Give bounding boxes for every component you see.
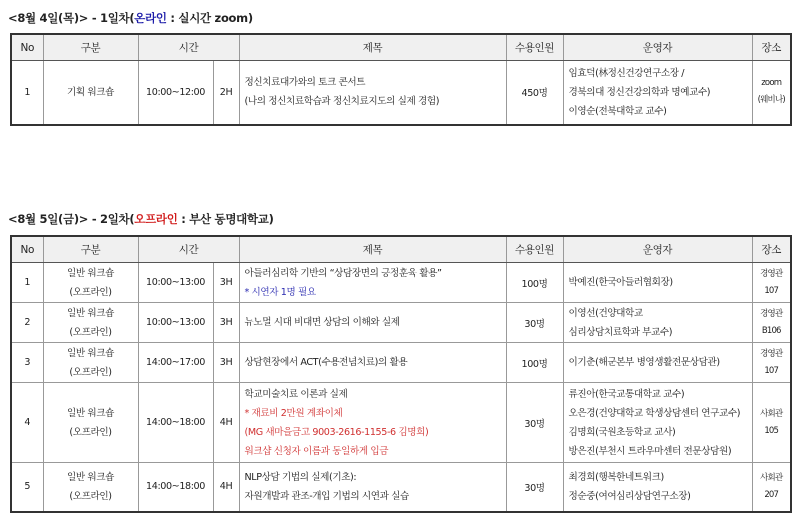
category-cell — [43, 383, 138, 463]
place-cell — [752, 383, 791, 463]
title-cell — [239, 383, 506, 463]
day1-schedule-table — [10, 33, 792, 126]
category-line: (오프라인) — [69, 490, 112, 502]
row-number: 1 — [11, 263, 43, 303]
title-line: (나의 정신치료학습과 정신치료지도의 실제 경험) — [244, 96, 440, 108]
row-number: 2 — [11, 303, 43, 343]
time-range: 14:00~17:00 — [138, 343, 213, 383]
host-line: 박예진(한국아들러협회장) — [568, 277, 673, 288]
place-line: B106 — [761, 325, 781, 336]
title-line: * 시연자 1명 필요 — [244, 286, 316, 298]
title-line: 자원개발과 관조-개입 기법의 시연과 실습 — [244, 490, 409, 502]
place-cell — [752, 303, 791, 343]
capacity: 30명 — [506, 383, 563, 463]
host-line: 이기춘(해군본부 병영생활전문상담관) — [568, 357, 720, 368]
capacity: 100명 — [506, 343, 563, 383]
title-line: (MG 새마을금고 9003-2616-1155-6 김명희) — [244, 426, 429, 438]
host-line: 김명희(국원초등학교 교사) — [568, 426, 676, 438]
day2-title-prefix: <8월 5일(금)> - 2일차( — [8, 212, 135, 226]
host-line: 이영선(건양대학교 — [568, 307, 643, 319]
place-line: 사회관 — [760, 408, 783, 419]
day1-title-suffix: : 실시간 zoom) — [166, 11, 253, 25]
category-cell — [43, 263, 138, 303]
category-cell — [43, 343, 138, 383]
duration: 2H — [213, 61, 239, 125]
category-line: 일반 워크숍 — [67, 407, 114, 419]
category-line: (오프라인) — [69, 426, 112, 438]
place-line: 105 — [764, 425, 779, 436]
title-cell — [239, 263, 506, 303]
header-row — [11, 34, 791, 61]
column-header-capacity: 수용인원 — [506, 34, 563, 61]
category-cell — [43, 61, 138, 125]
category-line: (오프라인) — [69, 286, 112, 298]
place-line: zoom — [761, 78, 782, 89]
place-line: (웨비나) — [757, 95, 785, 106]
title-line: * 재료비 2만원 계좌이체 — [244, 407, 343, 419]
title-cell — [239, 463, 506, 512]
time-range: 14:00~18:00 — [138, 383, 213, 463]
host-line: 심리상담치료학과 부교수) — [568, 326, 673, 338]
table-row — [11, 303, 791, 343]
host-line: 오은경(건양대학교 학생상담센터 연구교수) — [568, 407, 741, 419]
day1-mode-label: 온라인 — [134, 11, 167, 25]
place-line: 207 — [764, 489, 779, 500]
title-line: 워크샵 신청자 이름과 동일하게 입금 — [244, 445, 389, 457]
host-line: 경북의대 정신건강의학과 명예교수) — [568, 86, 711, 98]
capacity: 30명 — [506, 303, 563, 343]
hosts-cell — [563, 463, 752, 512]
title-cell — [239, 303, 506, 343]
host-line: 이영순(전북대학교 교수) — [568, 105, 667, 117]
hosts-cell — [563, 383, 752, 463]
day1-section-title — [8, 10, 253, 26]
title-cell — [239, 61, 506, 125]
category-line: 일반 워크숍 — [67, 347, 114, 359]
place-line: 107 — [764, 285, 779, 296]
place-line: 경영관 — [760, 308, 783, 319]
column-header-title: 제목 — [239, 236, 506, 263]
column-header-category: 구분 — [43, 236, 138, 263]
duration: 3H — [213, 343, 239, 383]
hosts-cell — [563, 61, 752, 125]
duration: 4H — [213, 463, 239, 512]
table-row — [11, 263, 791, 303]
title-line: NLP상담 기법의 실제(기초): — [244, 471, 357, 483]
time-range: 10:00~13:00 — [138, 263, 213, 303]
column-header-place: 장소 — [752, 236, 791, 263]
capacity: 450명 — [506, 61, 563, 125]
title-line: 정신치료대가와의 토크 콘서트 — [244, 77, 366, 89]
time-range: 14:00~18:00 — [138, 463, 213, 512]
row-number: 3 — [11, 343, 43, 383]
time-range: 10:00~12:00 — [138, 61, 213, 125]
category-line: 일반 워크숍 — [67, 307, 114, 319]
column-header-title: 제목 — [239, 34, 506, 61]
column-header-time: 시간 — [138, 34, 239, 61]
day2-title-suffix: : 부산 동명대학교) — [177, 212, 274, 226]
place-cell — [752, 263, 791, 303]
day2-mode-label: 오프라인 — [134, 212, 178, 226]
host-line: 최경희(행복한네트워크) — [568, 471, 664, 483]
hosts-cell — [563, 343, 752, 383]
header-row — [11, 236, 791, 263]
place-line: 107 — [764, 365, 779, 376]
column-header-place: 장소 — [752, 34, 791, 61]
table-row — [11, 343, 791, 383]
category-cell — [43, 303, 138, 343]
hosts-cell — [563, 303, 752, 343]
host-line: 임효덕(林정신건강연구소장 / — [568, 67, 685, 79]
title-line: 뉴노멀 시대 비대면 상담의 이해와 실제 — [244, 317, 400, 328]
duration: 4H — [213, 383, 239, 463]
table-row — [11, 383, 791, 463]
host-line: 방은진(부천시 트라우마센터 전문상담원) — [568, 445, 732, 457]
category-line: 기획 워크숍 — [67, 86, 114, 98]
column-header-category: 구분 — [43, 34, 138, 61]
hosts-cell — [563, 263, 752, 303]
day1-title-prefix: <8월 4일(목)> - 1일차( — [8, 11, 135, 25]
host-line: 류진아(한국교통대학교 교수) — [568, 388, 685, 400]
column-header-hosts: 운영자 — [563, 34, 752, 61]
column-header-no: No — [11, 34, 43, 61]
place-line: 경영관 — [760, 268, 783, 279]
category-line: (오프라인) — [69, 366, 112, 378]
column-header-hosts: 운영자 — [563, 236, 752, 263]
column-header-time: 시간 — [138, 236, 239, 263]
place-cell — [752, 343, 791, 383]
category-line: 일반 워크숍 — [67, 267, 114, 279]
category-line: (오프라인) — [69, 326, 112, 338]
table-row — [11, 463, 791, 512]
place-cell — [752, 463, 791, 512]
duration: 3H — [213, 303, 239, 343]
category-line: 일반 워크숍 — [67, 471, 114, 483]
column-header-no: No — [11, 236, 43, 263]
table-row — [11, 61, 791, 125]
row-number: 5 — [11, 463, 43, 512]
place-cell — [752, 61, 791, 125]
time-range: 10:00~13:00 — [138, 303, 213, 343]
column-header-capacity: 수용인원 — [506, 236, 563, 263]
host-line: 정순중(여여심리상담연구소장) — [568, 490, 691, 502]
row-number: 4 — [11, 383, 43, 463]
category-cell — [43, 463, 138, 512]
duration: 3H — [213, 263, 239, 303]
capacity: 30명 — [506, 463, 563, 512]
row-number: 1 — [11, 61, 43, 125]
place-line: 경영관 — [760, 348, 783, 359]
title-line: 아들러심리학 기반의 “상담장면의 긍정훈육 활용” — [244, 267, 442, 279]
day2-section-title — [8, 211, 274, 227]
title-line: 상담현장에서 ACT(수용전념치료)의 활용 — [244, 357, 408, 368]
day2-schedule-table — [10, 235, 792, 513]
title-line: 학교미술치료 이론과 실제 — [244, 388, 348, 400]
title-cell — [239, 343, 506, 383]
capacity: 100명 — [506, 263, 563, 303]
place-line: 사회관 — [760, 472, 783, 483]
